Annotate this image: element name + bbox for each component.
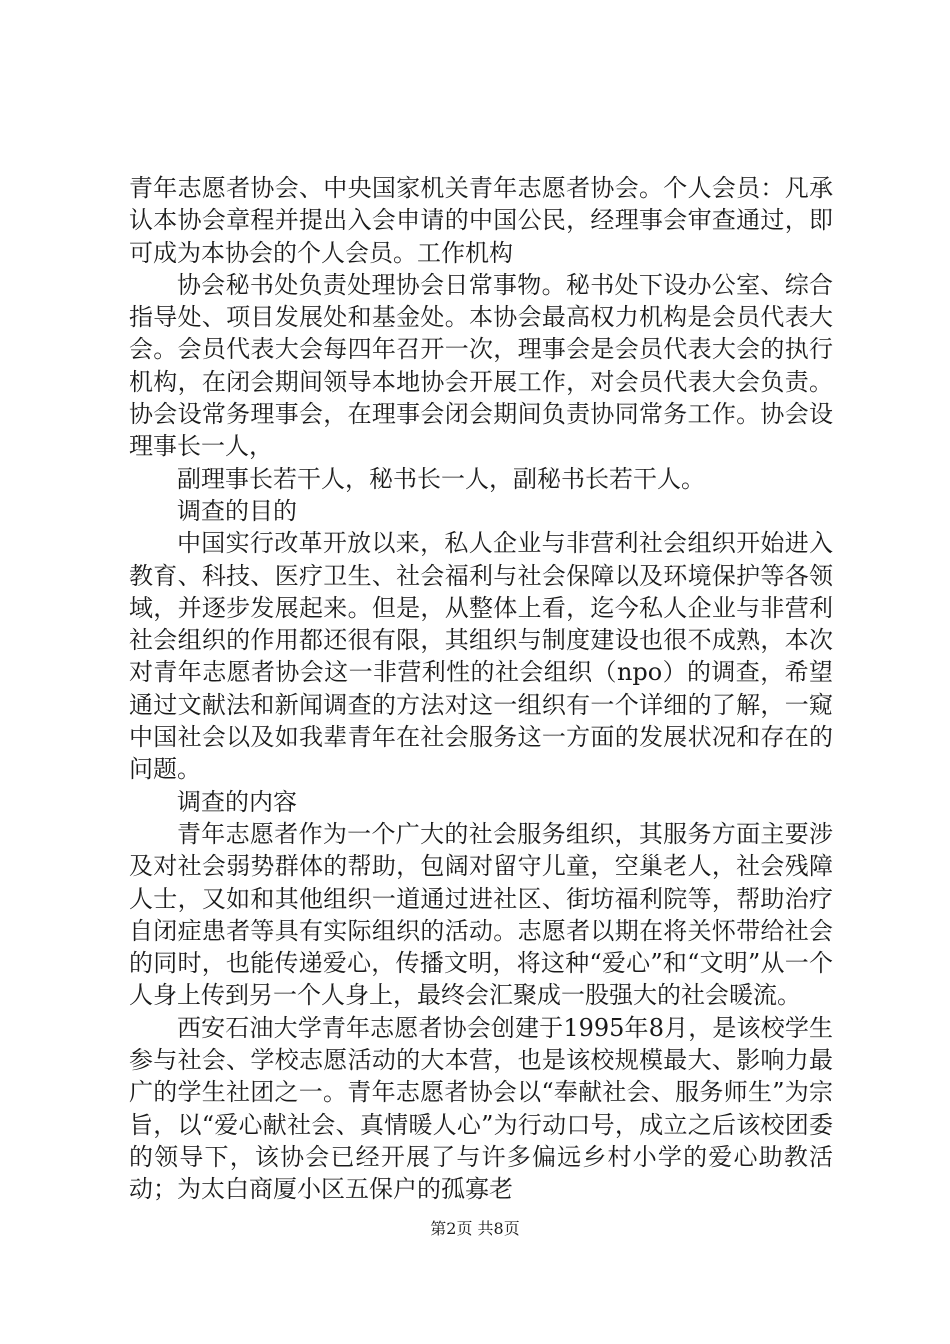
paragraph-content: 青年志愿者作为一个广大的社会服务组织，其服务方面主要涉及对社会弱势群体的帮助，包阔对留守儿童，空巢老人，社会残障人士，又如和其他组织一道通过进社区、街坊福利院等，帮助治疗自闭症患者等具有实际组织的活动。志愿者以期在将关怀带给社会的同时，也能传递爱心，传播文明，将这种“爱心”和“文明”从一个人身上传到另一个人身上，最终会汇聚成一股强大的社会暖流。 <box>129 819 833 1010</box>
paragraph-members: 青年志愿者协会、中央国家机关青年志愿者协会。个人会员：凡承认本协会章程并提出入会申请的中国公民，经理事会审查通过，即可成为本协会的个人会员。工作机构 <box>129 174 833 267</box>
paragraph-university-association: 西安石油大学青年志愿者协会创建于1995年8月，是该校学生参与社会、学校志愿活动的大本营，也是该校规模最大、影响力最广的学生社团之一。青年志愿者协会以“奉献社会、服务师生”为宗旨，以“爱心献社会、真情暖人心”为行动口号，成立之后该校团委的领导下，该协会已经开展了与许多偏远乡村小学的爱心助教活动；为太白商厦小区五保户的孤寡老 <box>129 1013 833 1204</box>
document-body <box>129 172 833 1206</box>
paragraph-purpose: 中国实行改革开放以来，私人企业与非营利社会组织开始进入教育、科技、医疗卫生、社会福利与社会保障以及环境保护等各领域，并逐步发展起来。但是，从整体上看，迄今私人企业与非营利社会组织的作用都还很有限，其组织与制度建设也很不成熟，本次对青年志愿者协会这一非营利性的社会组织（npo）的调查，希望通过文献法和新闻调查的方法对这一组织有一个详细的了解，一窥中国社会以及如我辈青年在社会服务这一方面的发展状况和存在的问题。 <box>129 529 833 784</box>
section-heading-purpose: 调查的目的 <box>177 496 297 525</box>
page-footer: 第2页 共8页 <box>430 1219 520 1238</box>
paragraph-secretariat: 协会秘书处负责处理协会日常事物。秘书处下设办公室、综合指导处、项目发展处和基金处。本协会最高权力机构是会员代表大会。会员代表大会每四年召开一次，理事会是会员代表大会的执行机构，在闭会期间领导本地协会开展工作，对会员代表大会负责。协会设常务理事会，在理事会闭会期间负责协同常务工作。协会设理事长一人， <box>129 270 833 461</box>
paragraph-vice-directors: 副理事长若干人，秘书长一人，副秘书长若干人。 <box>177 464 705 493</box>
section-heading-content: 调查的内容 <box>177 787 297 816</box>
